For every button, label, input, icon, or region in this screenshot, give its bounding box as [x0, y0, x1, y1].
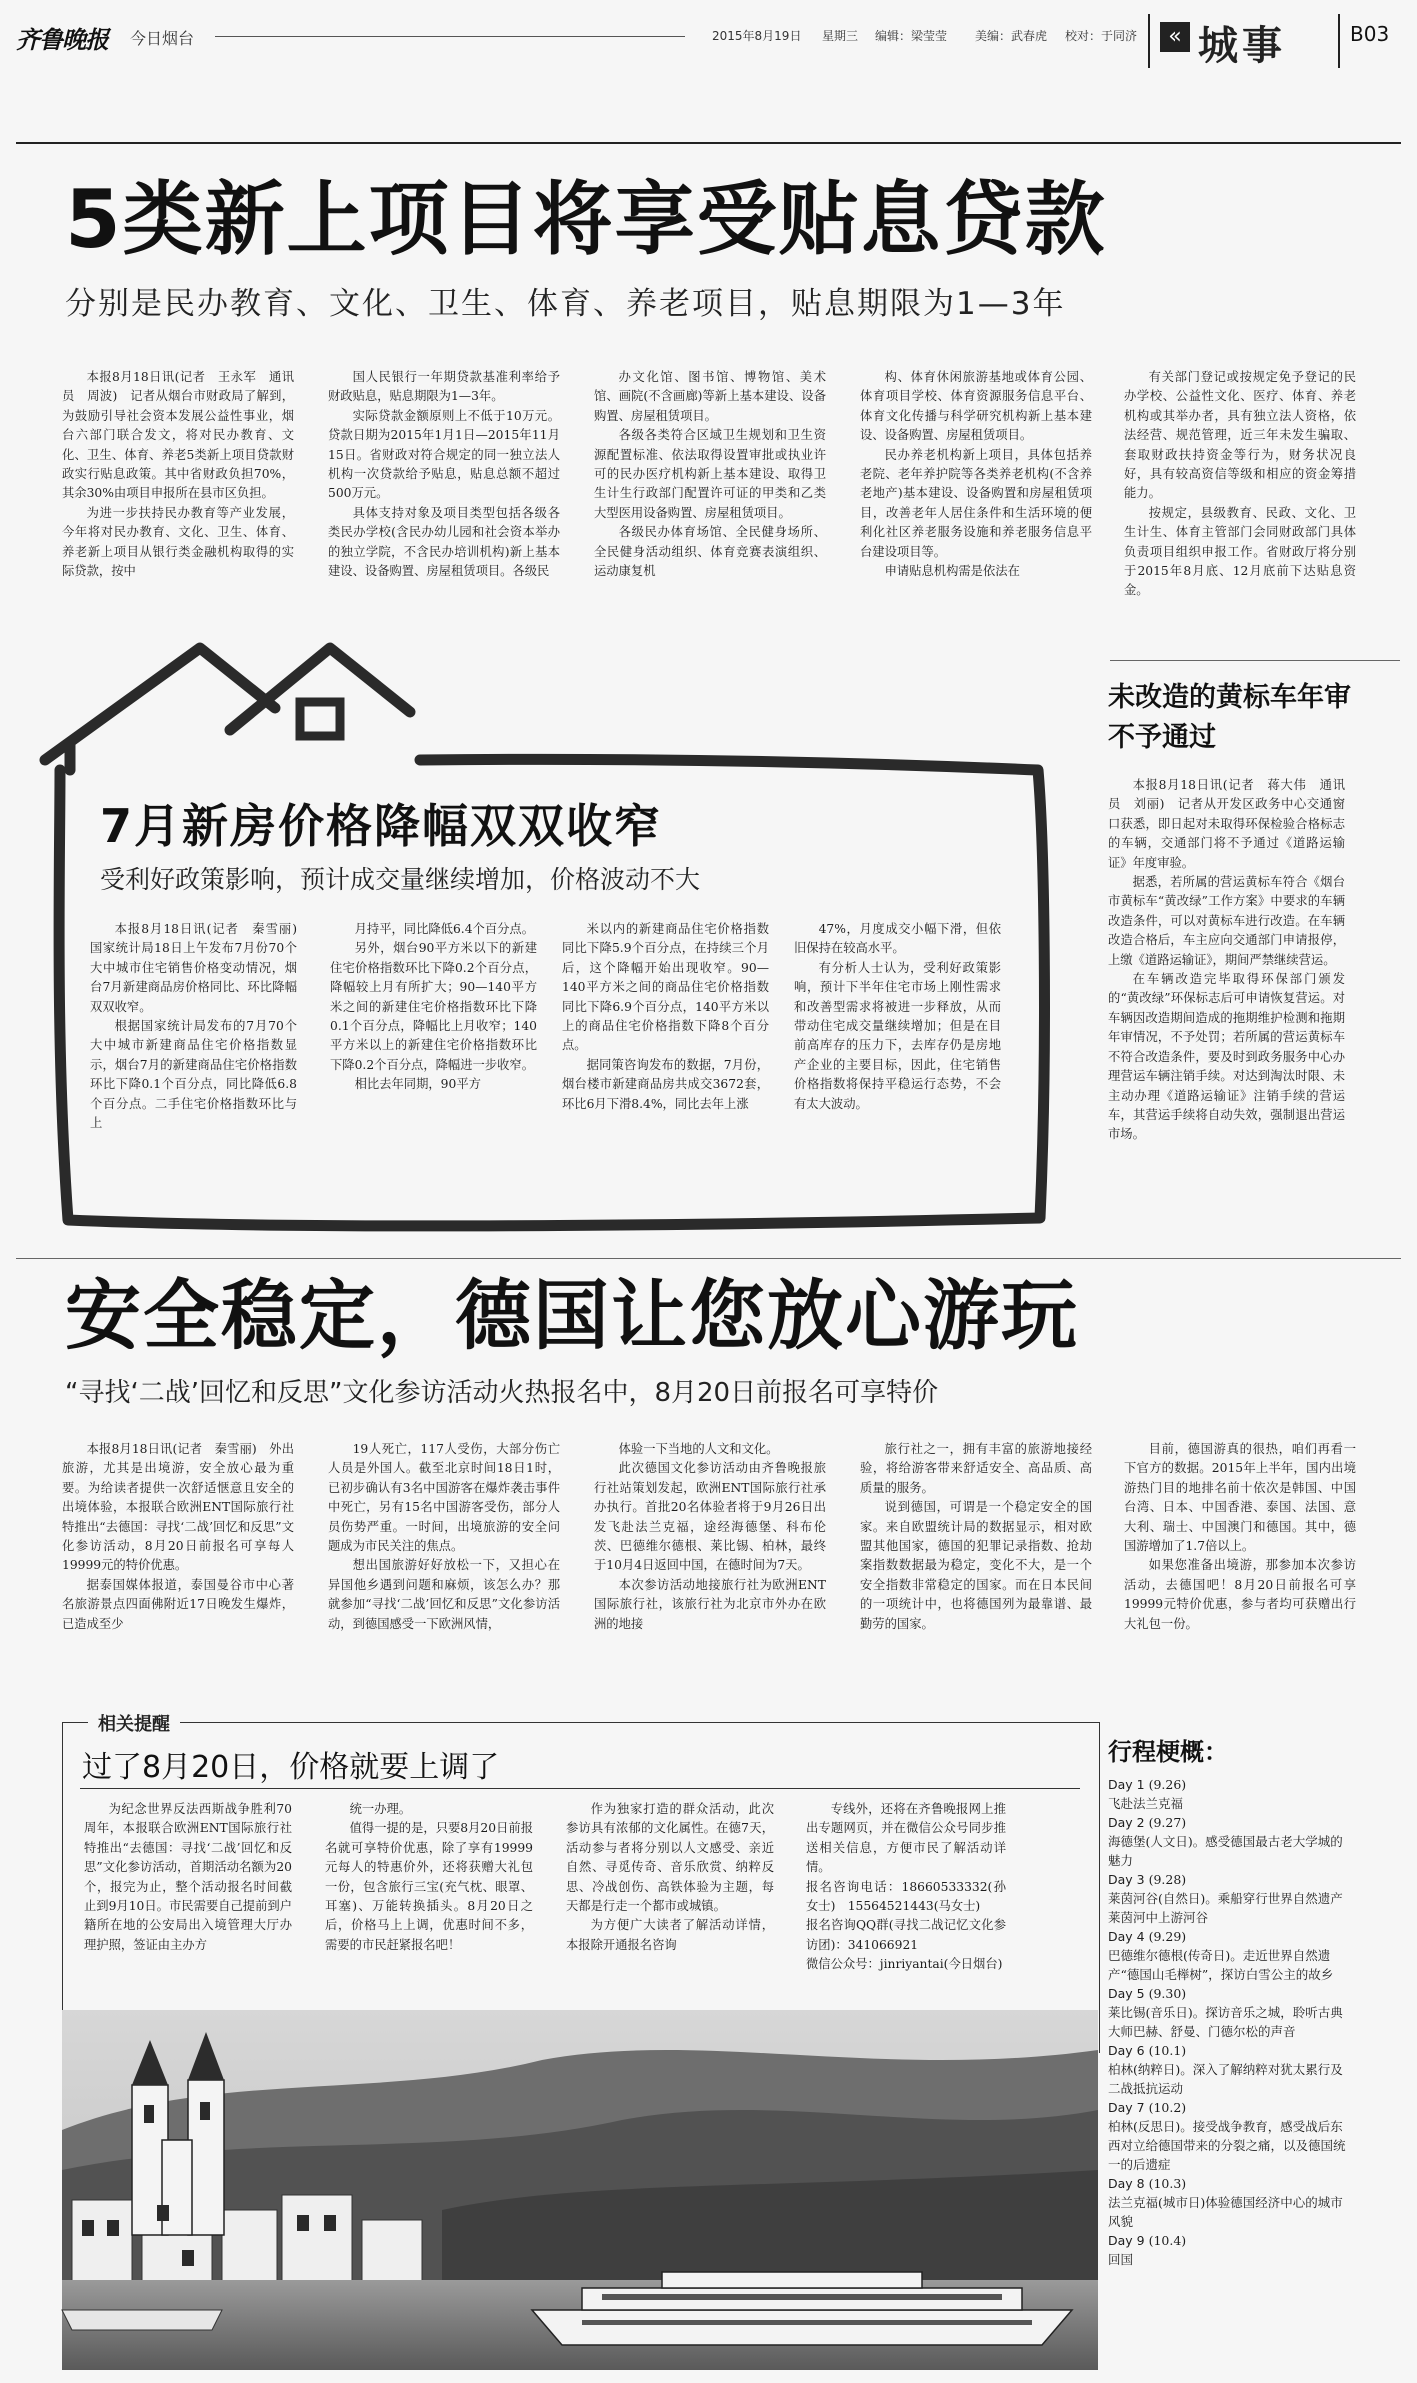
proofreader-credit: 校对：于同济	[1065, 29, 1138, 43]
brand-logo: 齐鲁晚报	[16, 25, 108, 54]
article1-col1	[62, 368, 294, 638]
day-desc: 法兰克福(城市日)体验德国经济中心的城市风貌	[1108, 2195, 1343, 2229]
day-date: (9.27)	[1148, 1815, 1187, 1830]
day-label: Day 8	[1108, 2176, 1145, 2191]
day-label: Day 6	[1108, 2043, 1145, 2058]
itinerary-day	[1108, 2174, 1348, 2231]
day-label: Day 4	[1108, 1929, 1145, 1944]
paragraph: 报名咨询QQ群(寻找二战记忆文化参访团)：341066921	[806, 1918, 1006, 1952]
itinerary-title: 行程梗概：	[1108, 1738, 1228, 1766]
paragraph: 作为独家打造的群众活动，此次参访具有浓郁的文化属性。在德7天，活动参与者将分别以人文感受、亲近自然、寻觅传奇、音乐欣赏、纳粹反思、冷战创伤、高铁体验为主题，每天都是行走一个都市或城镇。	[566, 1802, 774, 1914]
masthead	[0, 0, 1417, 80]
paragraph: 想出国旅游好好放松一下，又担心在异国他乡遇到问题和麻烦，该怎么办？那就参加“寻找‘二战’回忆和反思”文化参访活动，到德国感受一下欧洲风情，	[328, 1558, 560, 1631]
day-label: Day 5	[1108, 1986, 1145, 2001]
paragraph: 47%，月度成交小幅下滑，但依旧保持在较高水平。	[794, 922, 1001, 956]
section-name: 城事	[1198, 23, 1286, 69]
day-date: (10.2)	[1148, 2100, 1187, 2115]
article2-headline: 7月新房价格降幅双双收窄	[100, 799, 663, 853]
article4-col1	[62, 1440, 294, 1710]
reminder-col3	[566, 1800, 774, 1992]
day-desc: 莱茵河谷(自然日)。乘船穿行世界自然遗产莱茵河中上游河谷	[1108, 1891, 1343, 1925]
reminder-tag: 相关提醒	[88, 1710, 180, 1736]
day-desc: 柏林(纳粹日)。深入了解纳粹对犹太累行及二战抵抗运动	[1108, 2062, 1343, 2096]
issue-weekday: 星期三	[822, 29, 859, 43]
masthead-rule-left	[215, 36, 685, 37]
paragraph: 值得一提的是，只要8月20日前报名就可享特价优惠，除了享有19999元每人的特惠价外，还将获赠大礼包一份，包含旅行三宝(充气枕、眼罩、耳塞)、万能转换插头。8月20日之后，价格马上上调，优惠时间不多，需要的市民赶紧报名吧！	[325, 1821, 533, 1952]
day-date: (10.3)	[1148, 2176, 1187, 2191]
day-label: Day 1	[1108, 1777, 1145, 1792]
article1-subhead: 分别是民办教育、文化、卫生、体育、养老项目，贴息期限为1—3年	[65, 286, 1066, 322]
day-label: Day 9	[1108, 2233, 1145, 2248]
paragraph: 据悉，若所属的营运黄标车符合《烟台市黄标车“黄改绿”工作方案》中要求的车辆改造条件，可以对黄标车进行改造。在车辆改造合格后，车主应向交通部门申请报停，上缴《道路运输证》，期间严禁继续营运。	[1108, 875, 1345, 967]
day-desc: 柏林(反思日)。接受战争教育，感受战后东西对立给德国带来的分裂之痛，以及德国统一的后遗症	[1108, 2119, 1346, 2172]
paragraph: 为纪念世界反法西斯战争胜利70周年，本报联合欧洲ENT国际旅行社特推出“去德国：寻找‘二战’回忆和反思”文化参访活动，首期活动名额为20个，报完为止，整个活动报名时间截止到9月10日。市民需要自己提前到户籍所在地的公安局出入境管理大厅办理护照，签证由主办方	[84, 1802, 292, 1952]
article1-col4	[860, 368, 1092, 638]
paragraph: 根据国家统计局发布的7月70个大中城市新建商品住宅价格指数显示，烟台7月的新建商品住宅价格指数环比下降0.1个百分点，同比降低6.8个百分点。二手住宅价格指数环比与上	[90, 1019, 297, 1131]
article1-col5	[1124, 368, 1356, 638]
paragraph: 据同策咨询发布的数据，7月份，烟台楼市新建商品房共成交3672套，环比6月下滑8.4%，同比去年上涨	[562, 1057, 769, 1111]
paragraph: 旅行社之一，拥有丰富的旅游地接经验，将给游客带来舒适安全、高品质、高质量的服务。	[860, 1442, 1092, 1495]
edition-name: 今日烟台	[130, 29, 195, 48]
article4-col3	[594, 1440, 826, 1710]
editor-credit: 编辑：梁莹莹	[875, 29, 948, 43]
page-number: B03	[1350, 22, 1390, 46]
reminder-col4	[806, 1800, 1006, 1992]
day-date: (10.4)	[1148, 2233, 1187, 2248]
article2-col2	[330, 920, 537, 1222]
paragraph: 为进一步扶持民办教育等产业发展，今年将对民办教育、文化、卫生、体育、养老新上项目从银行类金融机构取得的实际贷款，按中	[62, 505, 294, 579]
day-desc: 巴德维尔德根(传奇日)。走近世界自然遗产“德国山毛榉树”，探访白雪公主的故乡	[1108, 1948, 1334, 1982]
article4-col5	[1124, 1440, 1356, 1710]
article2-subhead: 受利好政策影响，预计成交量继续增加，价格波动不大	[100, 865, 701, 894]
paragraph: 本报8月18日讯(记者 王永军 通讯员 周波) 记者从烟台市财政局了解到，为鼓励引导社会资本发展公益性事业，烟台六部门联合发文，将对民办教育、文化、卫生、体育、养老5类新上项目贷款财政实行贴息政策。其中省财政负担70%，其余30%由项目申报所在县市区负担。	[62, 370, 294, 501]
paragraph: 构、体育休闲旅游基地或体育公园、体育项目学校、体育资源服务信息平台、体育文化传播与科学研究机构新上基本建设、设备购置、房屋租赁项目。	[860, 370, 1092, 443]
paragraph: 本报8月18日讯(记者 秦雪丽) 外出旅游，尤其是出境游，安全放心最为重要。为给读者提供一次舒适惬意且安全的出境体验，本报联合欧洲ENT国际旅行社特推出“去德国：寻找‘二战’回忆和反思”文化参访活动，8月20日前报名可享每人19999元的特价优惠。	[62, 1442, 294, 1573]
day-label: Day 2	[1108, 1815, 1145, 1830]
masthead-divider-2	[1338, 14, 1340, 68]
rhine-town-photo	[62, 2010, 1098, 2370]
issue-date: 2015年8月19日	[712, 29, 802, 43]
itinerary-day	[1108, 2231, 1348, 2269]
paragraph: 体验一下当地的人文和文化。	[618, 1442, 779, 1456]
article1-headline: 5类新上项目将享受贴息贷款	[65, 173, 1107, 266]
day-label: Day 3	[1108, 1872, 1145, 1887]
article3-top-rule	[1110, 660, 1400, 661]
day-date: (9.26)	[1148, 1777, 1187, 1792]
itinerary-list	[1108, 1775, 1348, 2269]
paragraph: 专线外，还将在齐鲁晚报网上推出专题网页，并在微信公众号同步推送相关信息，方便市民了解活动详情。	[806, 1802, 1006, 1875]
paragraph: 为方便广大读者了解活动详情，本报除开通报名咨询	[566, 1918, 774, 1952]
paragraph: 19人死亡，117人受伤，大部分伤亡人员是外国人。截至北京时间18日1时，已初步确认有3名中国游客在爆炸袭击事件中死亡，另有15名中国游客受伤，部分人员伤势严重。一时间，出境旅游的安全问题成为市民关注的焦点。	[328, 1442, 560, 1554]
paragraph: 申请贴息机构需是依法在	[884, 564, 1020, 579]
day-label: Day 7	[1108, 2100, 1145, 2115]
paragraph: 说到德国，可谓是一个稳定安全的国家。来自欧盟统计局的数据显示，相对欧盟其他国家，德国的犯罪记录指数、抢劫案指数数据最为稳定，变化不大，是一个安全指数非常稳定的国家。而在日本民间的一项统计中，也将德国列为最靠谱、最勤劳的国家。	[860, 1500, 1092, 1631]
itinerary-day	[1108, 1775, 1348, 1813]
reminder-col2	[325, 1800, 533, 1992]
article2-col3	[562, 920, 769, 1222]
reminder-col1	[84, 1800, 292, 1992]
paragraph: 月持平，同比降低6.4个百分点。	[354, 922, 535, 936]
paragraph: 有关部门登记或按规定免予登记的民办学校、公益性文化、医疗、体育、养老机构或其举办者，具有独立法人资格，依法经营、规范管理，近三年未发生骗取、套取财政扶持资金等行为，财务状况良好，具有较高资信等级和相应的资金筹措能力。	[1124, 370, 1356, 501]
day-desc: 海德堡(人文日)。感受德国最古老大学城的魅力	[1108, 1834, 1343, 1868]
day-date: (10.1)	[1148, 2043, 1187, 2058]
itinerary-day	[1108, 1813, 1348, 1870]
article3-headline: 未改造的黄标车年审不予通过	[1108, 682, 1351, 753]
paragraph: 另外，烟台90平方米以下的新建住宅价格指数环比下降0.2个百分点，降幅较上月有所扩大；90—140平方米之间的新建住宅价格指数环比下降0.1个百分点，降幅比上月收窄；140平方米以上的新建住宅价格指数环比下降0.2个百分点，降幅进一步收窄。	[330, 941, 537, 1072]
paragraph: 相比去年同期，90平方	[354, 1077, 481, 1092]
section-badge-icon: «	[1160, 22, 1190, 52]
paragraph: 国人民银行一年期贷款基准利率给予财政贴息，贴息期限为1—3年。	[328, 370, 560, 404]
paragraph: 办文化馆、图书馆、博物馆、美术馆、画院(不含画廊)等新上基本建设、设备购置、房屋租赁项目。	[594, 370, 826, 423]
article1-col2	[328, 368, 560, 638]
paragraph: 据泰国媒体报道，泰国曼谷市中心著名旅游景点四面佛附近17日晚发生爆炸，已造成至少	[62, 1577, 294, 1631]
day-date: (9.29)	[1148, 1929, 1187, 1944]
paragraph: 民办养老机构新上项目，具体包括养老院、老年养护院等各类养老机构(不含养老地产)基本建设、设备购置和房屋租赁项目，改善老年人居住条件和生活环境的便利化社区养老服务设施和养老服务信息平台建设项目等。	[860, 447, 1092, 559]
paragraph: 具体支持对象及项目类型包括各级各类民办学校(含民办幼儿园和社会资本举办的独立学院，不含民办培训机构)新上基本建设、设备购置、房屋租赁项目。各级民	[328, 505, 560, 579]
article4-headline: 安全稳定，德国让您放心游玩	[65, 1271, 1079, 1360]
paragraph: 本报8月18日讯(记者 秦雪丽) 国家统计局18日上午发布7月份70个大中城市住宅销售价格变动情况，烟台7月新建商品房价格同比、环比降幅双双收窄。	[90, 922, 310, 1014]
article1-col3	[594, 368, 826, 638]
designer-credit: 美编：武春虎	[975, 29, 1048, 43]
article3-bottom-rule	[16, 1258, 1401, 1259]
paragraph: 有分析人士认为，受利好政策影响，预计下半年住宅市场上刚性需求和改善型需求将被进一步释放，从而带动住宅成交量继续增加；但是在目前高库存的压力下，去库存仍是房地产企业的主要目标，因此，住宅销售价格指数将保持平稳运行态势，不会有太大波动。	[794, 960, 1001, 1111]
paragraph: 实际贷款金额原则上不低于10万元。贷款日期为2015年1月1日—2015年11月15日。省财政对符合规定的同一独立法人机构一次贷款给予贴息，贴息总额不超过500万元。	[328, 408, 560, 501]
day-desc: 回国	[1108, 2252, 1134, 2267]
day-date: (9.30)	[1148, 1986, 1187, 2001]
itinerary-day	[1108, 1927, 1348, 1984]
article4-col4	[860, 1440, 1092, 1710]
day-desc: 飞赴法兰克福	[1108, 1796, 1184, 1811]
paragraph: 本报8月18日讯(记者 蒋大伟 通讯员 刘丽) 记者从开发区政务中心交通窗口获悉，即日起对未取得环保检验合格标志的车辆，交通部门将不予通过《道路运输证》年度审验。	[1108, 778, 1345, 870]
reminder-headline-rule	[80, 1788, 1080, 1789]
article2-col4	[794, 920, 1001, 1222]
paragraph: 各级各类符合区域卫生规划和卫生资源配置标准、依法取得设置审批或执业许可的民办医疗机构新上基本建设、取得卫生计生行政部门配置许可证的甲类和乙类大型医用设备购置、房屋租赁项目。	[594, 428, 826, 520]
article4-col2	[328, 1440, 560, 1710]
article3-body	[1108, 776, 1345, 1241]
paragraph: 米以内的新建商品住宅价格指数同比下降5.9个百分点，在持续三个月后，这个降幅开始出现收窄。90—140平方米之间的商品住宅价格指数同比下降6.9个百分点，140平方米以上的商品住宅价格指数下降8个百分点。	[562, 922, 769, 1053]
paragraph: 目前，德国游真的很热，咱们再看一下官方的数据。2015年上半年，国内出境游热门目的地排名前十依次是韩国、中国台湾、日本、中国香港、泰国、法国、意大利、瑞士、中国澳门和德国。其中，德国游增加了1.7倍以上。	[1124, 1442, 1356, 1554]
paragraph: 此次德国文化参访活动由齐鲁晚报旅行社站策划发起，欧洲ENT国际旅行社承办执行。首批20名体验者将于9月26日出发飞赴法兰克福，途经海德堡、科布伦茨、巴德维尔德根、莱比锡、柏林，最终于10月4日返回中国，在德时间为7天。	[594, 1461, 826, 1573]
paragraph: 微信公众号：jinriyantai(今日烟台)	[806, 1957, 1003, 1972]
itinerary-day	[1108, 2041, 1348, 2098]
masthead-bottom-rule	[16, 142, 1401, 144]
reminder-headline: 过了8月20日，价格就要上调了	[82, 1750, 500, 1785]
day-date: (9.28)	[1148, 1872, 1187, 1887]
paragraph: 按规定，县级教育、民政、文化、卫生计生、体育主管部门会同财政部门具体负责项目组织申报工作。省财政厅将分别于2015年8月底、12月底前下达贴息资金。	[1124, 505, 1356, 598]
day-desc: 莱比锡(音乐日)。探访音乐之城，聆听古典大师巴赫、舒曼、门德尔松的声音	[1108, 2005, 1343, 2039]
masthead-divider	[1148, 14, 1150, 68]
paragraph: 如果您准备出境游，那参加本次参访活动，去德国吧！8月20日前报名可享19999元特价优惠，参与者均可获赠出行大礼包一份。	[1124, 1558, 1356, 1631]
paragraph: 各级民办体育场馆、全民健身场所、全民健身活动组织、体育竞赛表演组织、运动康复机	[594, 525, 826, 579]
itinerary-day	[1108, 2098, 1348, 2174]
itinerary-day	[1108, 1870, 1348, 1927]
itinerary-day	[1108, 1984, 1348, 2041]
paragraph: 本次参访活动地接旅行社为欧洲ENT国际旅行社，该旅行社为北京市外办在欧洲的地接	[594, 1577, 826, 1631]
paragraph: 统一办理。	[349, 1802, 412, 1816]
paragraph: 在车辆改造完毕取得环保部门颁发的“黄改绿”环保标志后可申请恢复营运。对车辆因改造期间造成的拖期维护检测和拖期年审情况，不予处罚；若所属的营运黄标车不符合改造条件，要及时到政务服务中心办理营运车辆注销手续。对达到淘汰时限、未主动办理《道路运输证》注销手续的营运车，其营运手续将自动失效，强制退出营运市场。	[1108, 972, 1345, 1142]
paragraph: 报名咨询电话：18660533332(孙女士) 15564521443(马女士)	[806, 1879, 1006, 1914]
article2-col1	[90, 920, 310, 1222]
article4-subhead: “寻找‘二战’回忆和反思”文化参访活动火热报名中，8月20日前报名可享特价	[65, 1378, 939, 1408]
